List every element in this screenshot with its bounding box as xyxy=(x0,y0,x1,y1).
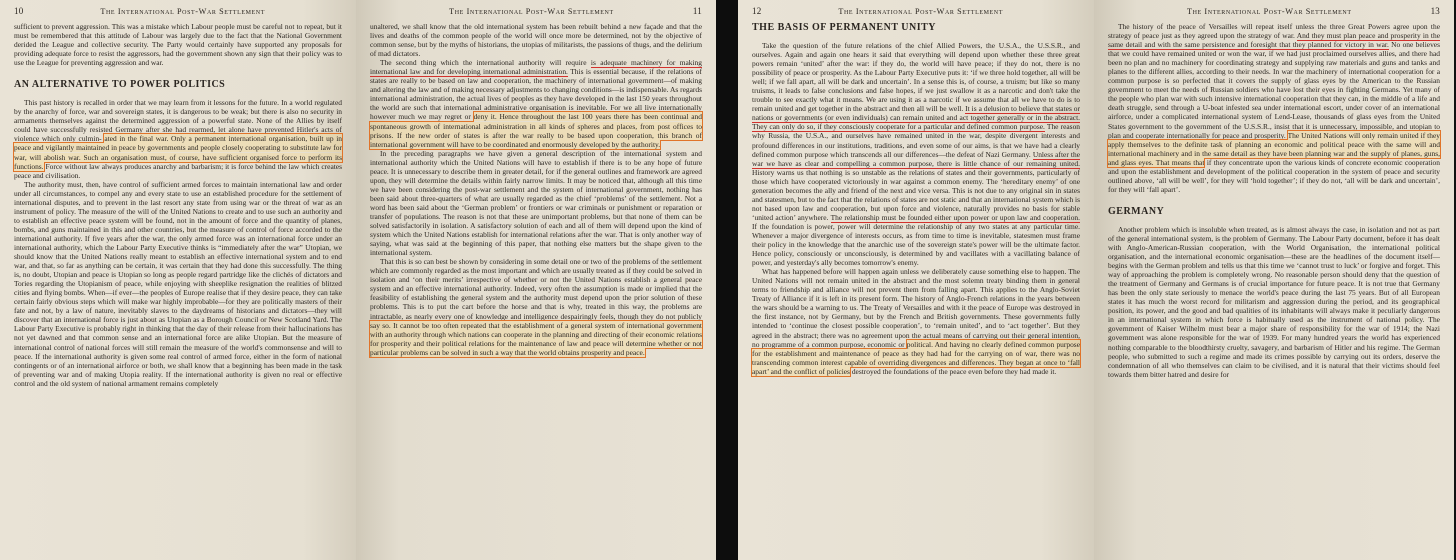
paragraph xyxy=(1108,22,1440,194)
text-run: This past history is recalled in order that we may learn from it lessons for the future. In a world regulated by the anarchy of force, war and sovereign states, it is dangerous to be weak; but there is also no security in armaments themselves against the determined aggression of a powerful state. None of the Allies by itself could have successfully resisted Germany after she had rearmed, let alone have prevented Hitler's acts of violence which only culmin- xyxy=(14,98,342,144)
paragraph xyxy=(370,257,702,357)
text-run: The second thing which the international authority will require xyxy=(380,58,587,68)
paragraph xyxy=(752,41,1080,267)
text-run: No one believes that we could have remained united or won the war, if we had just proclaimed ourselves allies, and there had been no plan and no machinery for coordinating strategy and supplying raw materials and guns and tanks and planes to the different allies, according to their needs. In war the machinery of international cooperation for a common purpose is so perfected that it covers the supply of glass eyes by the American to the Russian government to meet the needs of Russian soldiers who have lost their eyes in fighting Germans. Yet many of the people who plan war with such intensive international cooperation that they can, in the middle of a life and death struggle, send through a U-boat infested sea under international escort, under cover of an international airforce, under a complicated international system of Lend-Lease, thousands of glass eyes from the United States government to the government of the U.S.S.R., insist that it is unnecessary, impossible, and utopian to plan and cooperate internationally for peace and prosperity. xyxy=(1108,40,1440,140)
page-number: 11 xyxy=(692,6,702,16)
book-spread-left xyxy=(0,0,716,560)
paragraph: In the preceding paragraphs we have given a general description of the international system and international authority which the United Nations will have to establish if there is to be any hope of future peace. It is unnecessary to describe them in greater detail, for if the general outlines and framework are agreed upon, they will determine the details within fairly narrow limits. It may be noticed that, although all this time we have been considering the post-war settlement and the system of international government, nothing has been said about three-quarters of what are usually regarded as the chief ‘problems’ of the settlement. Not a word has been said about the ‘German problem’ or frontiers or war criminals or punishment or reparation or transfer of populations. The reason is not that these are unimportant problems, but that none of them can be solved satisfactorily in isolation. A satisfactory solution of each and all of them will depend upon the kind of system which the United Nations establish for international relations after the war. That is only another way of saying, what was said at the beginning of this paper, that nothing else matters but the shape given to the international system. xyxy=(370,148,702,258)
page-header xyxy=(14,6,342,18)
highlighted-passage: say so. It cannot be too often repeated that the establishment of a general system of international government with an authority through which nations can cooperate in the planning and directing of their economic relations for prosperity and their political relations for the maintenance of law and peace will determine whether or not particular problems can be solved in such a way that the world obtains prosperity and peace. xyxy=(370,320,702,357)
book-spread-right xyxy=(738,0,1456,560)
page-body xyxy=(1108,22,1440,379)
text-run: History warns us that nothing is so unstable as the relations of states and their governments, particularly of those which have cooperated victoriously in war against a common enemy. The ‘hereditary enemy’ of one generation becomes the ally and friend of the next and vice versa. This is not due to any original sin in states and statesmen, but to the fact that the relations of states are not static and that an international system which is not based upon law and cooperation, but upon force and violence, naturally provides no basis for stable ‘united action’ anywhere. xyxy=(752,167,1080,222)
paragraph xyxy=(752,267,1080,376)
paragraph: sufficient to prevent aggression. This was a mistake which Labour people must be careful not to repeat, but it must be remembered that this attitude of Labour was largely due to the fact that the National Government derided the League and collective security. The Party would certainly have supported any proposals for providing adequate force to resist the aggressors, had the government shown any sign that their policy was to use the League for preventing aggression and war. xyxy=(14,22,342,68)
text-run: destroyed the foundations of the peace even before they had made it. xyxy=(851,366,1057,376)
page-body xyxy=(752,22,1080,376)
highlighted-passage: The United Nations will only remain united if they apply themselves to the definite task of planning an economic and political peace with the same will and international machinery and in the same detail as they have been planning war and the supply of planes, guns, and glass eyes. That means that xyxy=(1108,130,1440,167)
page-12 xyxy=(738,0,1094,560)
page-header xyxy=(1108,6,1440,18)
spread-divider xyxy=(716,0,738,560)
paragraph: Another problem which is insoluble when treated, as is almost always the case, in isolation and not as part of the general international system, is the problem of Germany. The Labour Party document, before it has dealt with Anglo-American-Russian cooperation, with the World Organisation, the international political organisation, and the international economic organisation—these are the headlines of the document itself—begins with the German problem and tells us that this time we ‘cannot trust to luck’ or forgive and forget. This way of approaching the problem is completely wrong. No reasonable person should deny that the question of the treatment of Germany and Germans is of crucial importance for future peace. It is not true that Germany has been the only state seriously to menace the world's peace during the last 75 years. But of all European states it has much the worst record for militarism and aggression during the period, and its geographical position, its power, and the good and bad qualities of its inhabitants will always make it peculiarly dangerous in an international system in which force is habitually used as the instrument of national policy. The government of Kaiser Wilhelm must bear a major share of responsibility for the war of 1914; the Nazi government was alone responsible for the war of 1939. For many hundred years the world has experienced nothing comparable to the bloodthirsty cruelty, savagery, and barbarism of Hitler and his regime. The German people, who submitted to such a regime and made its crimes possible by carrying out its orders, deserve the condemnation of all who themselves can claim to be civilised, and it is natural that their victims should feel towards them bitter hatred and desire for xyxy=(1108,224,1440,379)
underlined-passage: It is a delusion to believe that states or nations or governments (or even individuals) can remain united and act together generally or in the abstract. They can only do so, if they consciously cooperate for a particular and defined common purpose. xyxy=(752,104,1080,132)
paragraph xyxy=(14,98,342,179)
highlighted-passage: ated in the final war. Only a permanent international organisation, built up in peace and vigilantly maintained in peace by governments and people closely cooperating to substitute law for war, will abolish war. Such an organisation must, of course, have sufficient organised force to perform its functions. xyxy=(14,134,342,171)
page-10 xyxy=(0,0,356,560)
page-number: 13 xyxy=(1430,6,1440,16)
page-body xyxy=(370,22,702,357)
text-run: if they concentrate upon the various kinds of concrete economic cooperation and upon the establishment and development of the political cooperation in the system of peace and security outlined above, ‘all will be well’, for they will ‘hold together’; if they do not, ‘all will be dark and uncertain’, for they will ‘fall apart’. xyxy=(1108,157,1440,194)
section-heading: THE BASIS OF PERMANENT UNITY xyxy=(752,22,937,33)
highlighted-passage: political. And having no clearly defined common purpose for the establishment and maintenance of peace as they had had for the carrying on of war, there was no transcending common interest capable of overriding divergences and differences. They began at once to ‘fall apart’ and the conflict of policies xyxy=(752,339,1080,376)
text-run: The reason why Russia, the U.S.A., and ourselves have remained united in the war, despite divergent interests and profound differences in our institutions, traditions, and even some of our aims, is that we have had a clearly defined common purpose which transcends all our differences—the defeat of Nazi Germany. xyxy=(752,122,1081,159)
section-heading: AN ALTERNATIVE TO POWER POLITICS xyxy=(14,79,226,91)
underlined-passage: The relationship must be founded either upon power or upon law and cooperation. xyxy=(830,212,1080,222)
running-head: The International Post-War Settlement xyxy=(838,7,1004,16)
page-number: 10 xyxy=(14,6,24,16)
running-head: The International Post-War Settlement xyxy=(449,7,614,16)
section-heading: GERMANY xyxy=(1108,205,1165,217)
page-body xyxy=(14,22,342,388)
page-13 xyxy=(1094,0,1454,560)
running-head: The International Post-War Settlement xyxy=(1186,7,1352,16)
text-run: Force without law always produces anarchy and barbarism; it is force behind the law which creates peace and civilisation. xyxy=(14,161,343,180)
page-header xyxy=(370,6,702,18)
text-run: This is essential because, if the relations of states are really to be based on law and cooperation, the machinery of international government—of making and altering the law and of making necessary adjustments to changing conditions—is indispensable. As regards international administration, the actual lives of peoples as they have developed in the last 150 years throughout the world are such that international administrative organisation is inevitable. For we all live internationally however much we may regret or xyxy=(370,67,703,122)
underlined-passage: And they must plan peace and prosperity in the same detail and with the same persistence and foresight that they planned for victory in war. xyxy=(1108,31,1440,50)
text-run: The history of the peace of Versailles will repeat itself unless the three Great Powers agree upon the strategy of peace just as they agreed upon the strategy of war. xyxy=(1108,22,1440,41)
underlined-passage: Unless after the war we have as clear and compelling a common purpose, there is little chance of our remaining united. xyxy=(752,149,1080,168)
text-run: That this is so can best be shown by considering in some detail one or two of the problems of the settlement which are commonly regarded as the most important and which are usually treated as if they could be solved in isolation and ‘on their merits’ irrespective of whether or not the United Nations establish a general peace system and an effective international authority. Indeed, very often the assumption is made or implied that the feasibility of establishing the general system and the authority must depend upon the prior solution of these problems. This is to put the cart before the horse and that is why, treated in this way, the problems are intractable, as nearly every one of knowledge and intelligence despairingly feels, though they do not publicly xyxy=(370,257,702,321)
paragraph xyxy=(370,58,702,148)
paragraph: The authority must, then, have control of sufficient armed forces to maintain international law and order under all circumstances, to compel any and every state to use an established procedure for the settlement of international disputes, and to prevent in the last resort any state from using war or the threat of war as an instrument of policy. The measure of the will of the United Nations to create and to use such an authority and to establish an effective peace system will be found, not in the amount of force and the quantity of planes, bombs, and guns maintained in this and other countries, but the measure of control of force accorded to the international authority. If five years after the war, the only armed force was an international force under an international authority, which the Labour Party Executive thinks is “immediately after the war” Utopian, we should know that the United Nations really meant to establish an effective international system and to end war, and that, so far as anything can be certain, it was certain that they had done this successfully. The thing is, no doubt, Utopian and peace is Utopian so long as people regard partridge like the clichés of dictators and Tories regarding the Utopianism of peace, while enjoying with sheeplike resignation the realities of blitzed cities and flying bombs. When—if ever—the peoples of Europe realise that if they desire peace, they can take certain fairly obvious steps which will make war highly improbable—for they are politically masters of their fate and not, by a law of nature, inevitably slaves to the daydreams of historians and dictators—they will discover that an international force is just about as Utopian as a Borough Council or New Scotland Yard. The Labour Party Executive is probably right in thinking that the day of their release from their hallucinations has not yet dawned and that common sense and an international force are alike Utopian. But the measure of international control of national forces will still remain the measure of the world's commonsense and will to peace. If the international authority is given some real control of armed force, either in the form of national contingents or of an international airforce or both, we shall know that a beginning has been made in the task of preventing war and of making Utopia reality. If the international authority is given no real or effective control and the old system of national armament remains completely xyxy=(14,179,342,388)
page-number: 12 xyxy=(752,6,762,16)
highlighted-passage: deny it. Hence throughout the last 100 years there has been continual and spontaneous growth of international administration in all kinds of spheres and places, from post offices to prisons. If the new order of states is after the war really to be based upon cooperation, this branch of international government will have to be coordinated and enormously developed by the authority. xyxy=(370,112,702,149)
page-header xyxy=(752,6,1080,18)
text-run: Take the question of the future relations of the chief Allied Powers, the U.S.A., the U.S.S.R., and ourselves. Again and again one hears it said that everything will depend upon whether these three great powers remain ‘united’ after the war: if they do, the world will have peace; if they do not, there is no possibility of peace or prosperity. As the Labour Party Executive puts it: ‘if we three hold together, all will be well; if we fall apart, all will be dark and uncertain’. In a sense this is, of course, a truism; but like so many truisms, it leads to false conclusions and false hopes, if we just swallow it as a narcotic and don't take the trouble to see exactly what it means. We are using it as a narcotic if we assume that all we have to do is to remain united and get together in the abstract and then all will be well. xyxy=(752,41,1080,114)
text-run: If the foundation is power, power will determine the relationship of any two states at any particular time. Whenever a major divergence of interests occurs, as from time to time is inevitable, statesmen must frame their policy in the knowledge that the anarchic use of the sovereign state's power will be the ultimate factor. Hence policy, consciously or unconsciously, is determined by and vacillates with a vacillating balance of power, and yesterday's ally becomes tomorrow's enemy. xyxy=(752,221,1080,268)
running-head: The International Post-War Settlement xyxy=(100,7,266,16)
page-11 xyxy=(356,0,716,560)
underlined-passage: is adequate machinery for making international law and for developing international administration. xyxy=(370,58,702,77)
paragraph: unaltered, we shall know that the old international system has been rebuilt behind a new façade and that the lives and deaths of the common people of the world will once more be determined, not by the objective of common sense, but by the myths of historians, the utopias of militarists, the passions of thugs, and the delirium of mad dictators. xyxy=(370,22,702,59)
text-run: What has happened before will happen again unless we deliberately cause something else to happen. The United Nations will not remain united in the abstract and the most solemn treaty binding them in general terms to friendship and alliance will not prevent them from falling apart. This applies to the Anglo-Soviet Treaty of Alliance if it is left in its present form. The history of Anglo-French relations in the years between the wars should be a warning to us. The Treaty of Versailles and with it the peace of Europe was destroyed in the first instance, not by Germany, but by the French and British governments. These governments fully intended to ‘continue the closest possible cooperation’, to ‘remain united’, and to ‘act together’. But they agreed in the abstract; there was no agreement upon the actual means of carrying out their general intention, no programme of a common purpose, economic or xyxy=(752,267,1080,349)
